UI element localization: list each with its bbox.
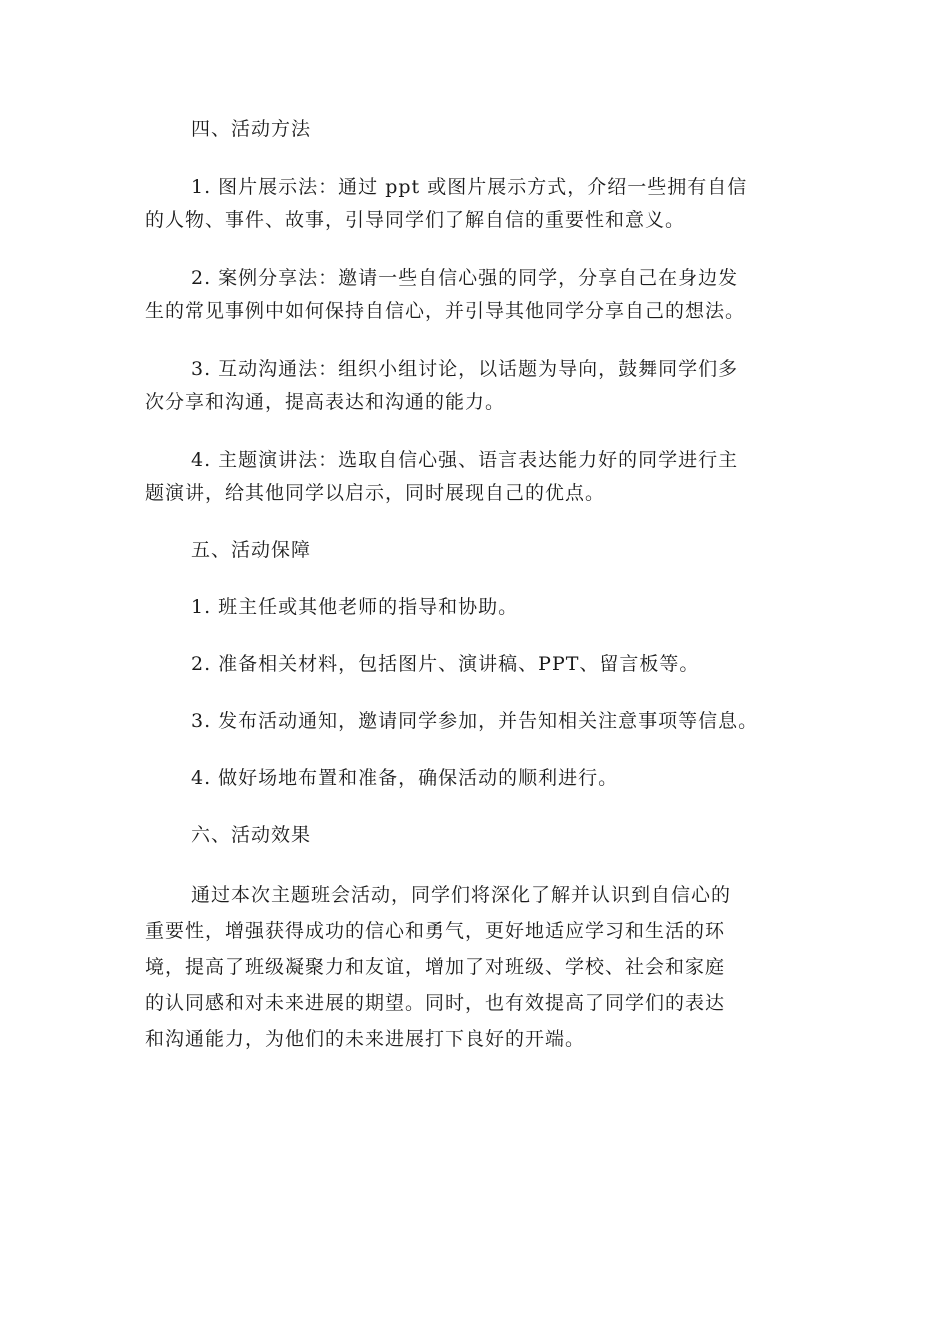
effects-line-3: 境，提高了班级凝聚力和友谊，增加了对班级、学校、社会和家庭	[145, 956, 726, 978]
method-item-3-line-1: 3. 互动沟通法：组织小组讨论，以话题为导向，鼓舞同学们多	[191, 358, 739, 380]
section-heading-methods: 四、活动方法	[191, 118, 312, 140]
method-item-2-line-2: 生的常见事例中如何保持自信心，并引导其他同学分享自己的想法。	[145, 300, 746, 322]
section-heading-guarantee: 五、活动保障	[191, 539, 312, 561]
method-item-1	[145, 171, 810, 237]
guarantee-item-3: 3. 发布活动通知，邀请同学参加，并告知相关注意事项等信息。	[191, 710, 759, 732]
method-item-1-line-1: 1. 图片展示法：通过 ppt 或图片展示方式，介绍一些拥有自信	[191, 176, 748, 198]
method-item-1-line-2: 的人物、事件、故事，引导同学们了解自信的重要性和意义。	[145, 209, 686, 231]
method-item-4-line-1: 4. 主题演讲法：选取自信心强、语言表达能力好的同学进行主	[191, 449, 739, 471]
section-heading-effects: 六、活动效果	[191, 824, 312, 846]
method-item-3	[145, 353, 810, 419]
document-body	[145, 114, 810, 1082]
effects-line-4: 的认同感和对未来进展的期望。同时，也有效提高了同学们的表达	[145, 992, 726, 1014]
effects-paragraph	[145, 877, 810, 1057]
effects-line-1: 通过本次主题班会活动，同学们将深化了解并认识到自信心的	[191, 884, 732, 906]
method-item-2-line-1: 2. 案例分享法：邀请一些自信心强的同学，分享自己在身边发	[191, 267, 739, 289]
guarantee-item-4: 4. 做好场地布置和准备，确保活动的顺利进行。	[191, 767, 619, 789]
effects-line-2: 重要性，增强获得成功的信心和勇气，更好地适应学习和生活的环	[145, 920, 726, 942]
method-item-4-line-2: 题演讲，给其他同学以启示，同时展现自己的优点。	[145, 482, 606, 504]
effects-line-5: 和沟通能力，为他们的未来进展打下良好的开端。	[145, 1028, 586, 1050]
method-item-3-line-2: 次分享和沟通，提高表达和沟通的能力。	[145, 391, 506, 413]
method-item-2	[145, 262, 810, 328]
method-item-4	[145, 444, 810, 510]
guarantee-item-1: 1. 班主任或其他老师的指导和协助。	[191, 596, 519, 618]
guarantee-item-2: 2. 准备相关材料，包括图片、演讲稿、PPT、留言板等。	[191, 653, 700, 675]
